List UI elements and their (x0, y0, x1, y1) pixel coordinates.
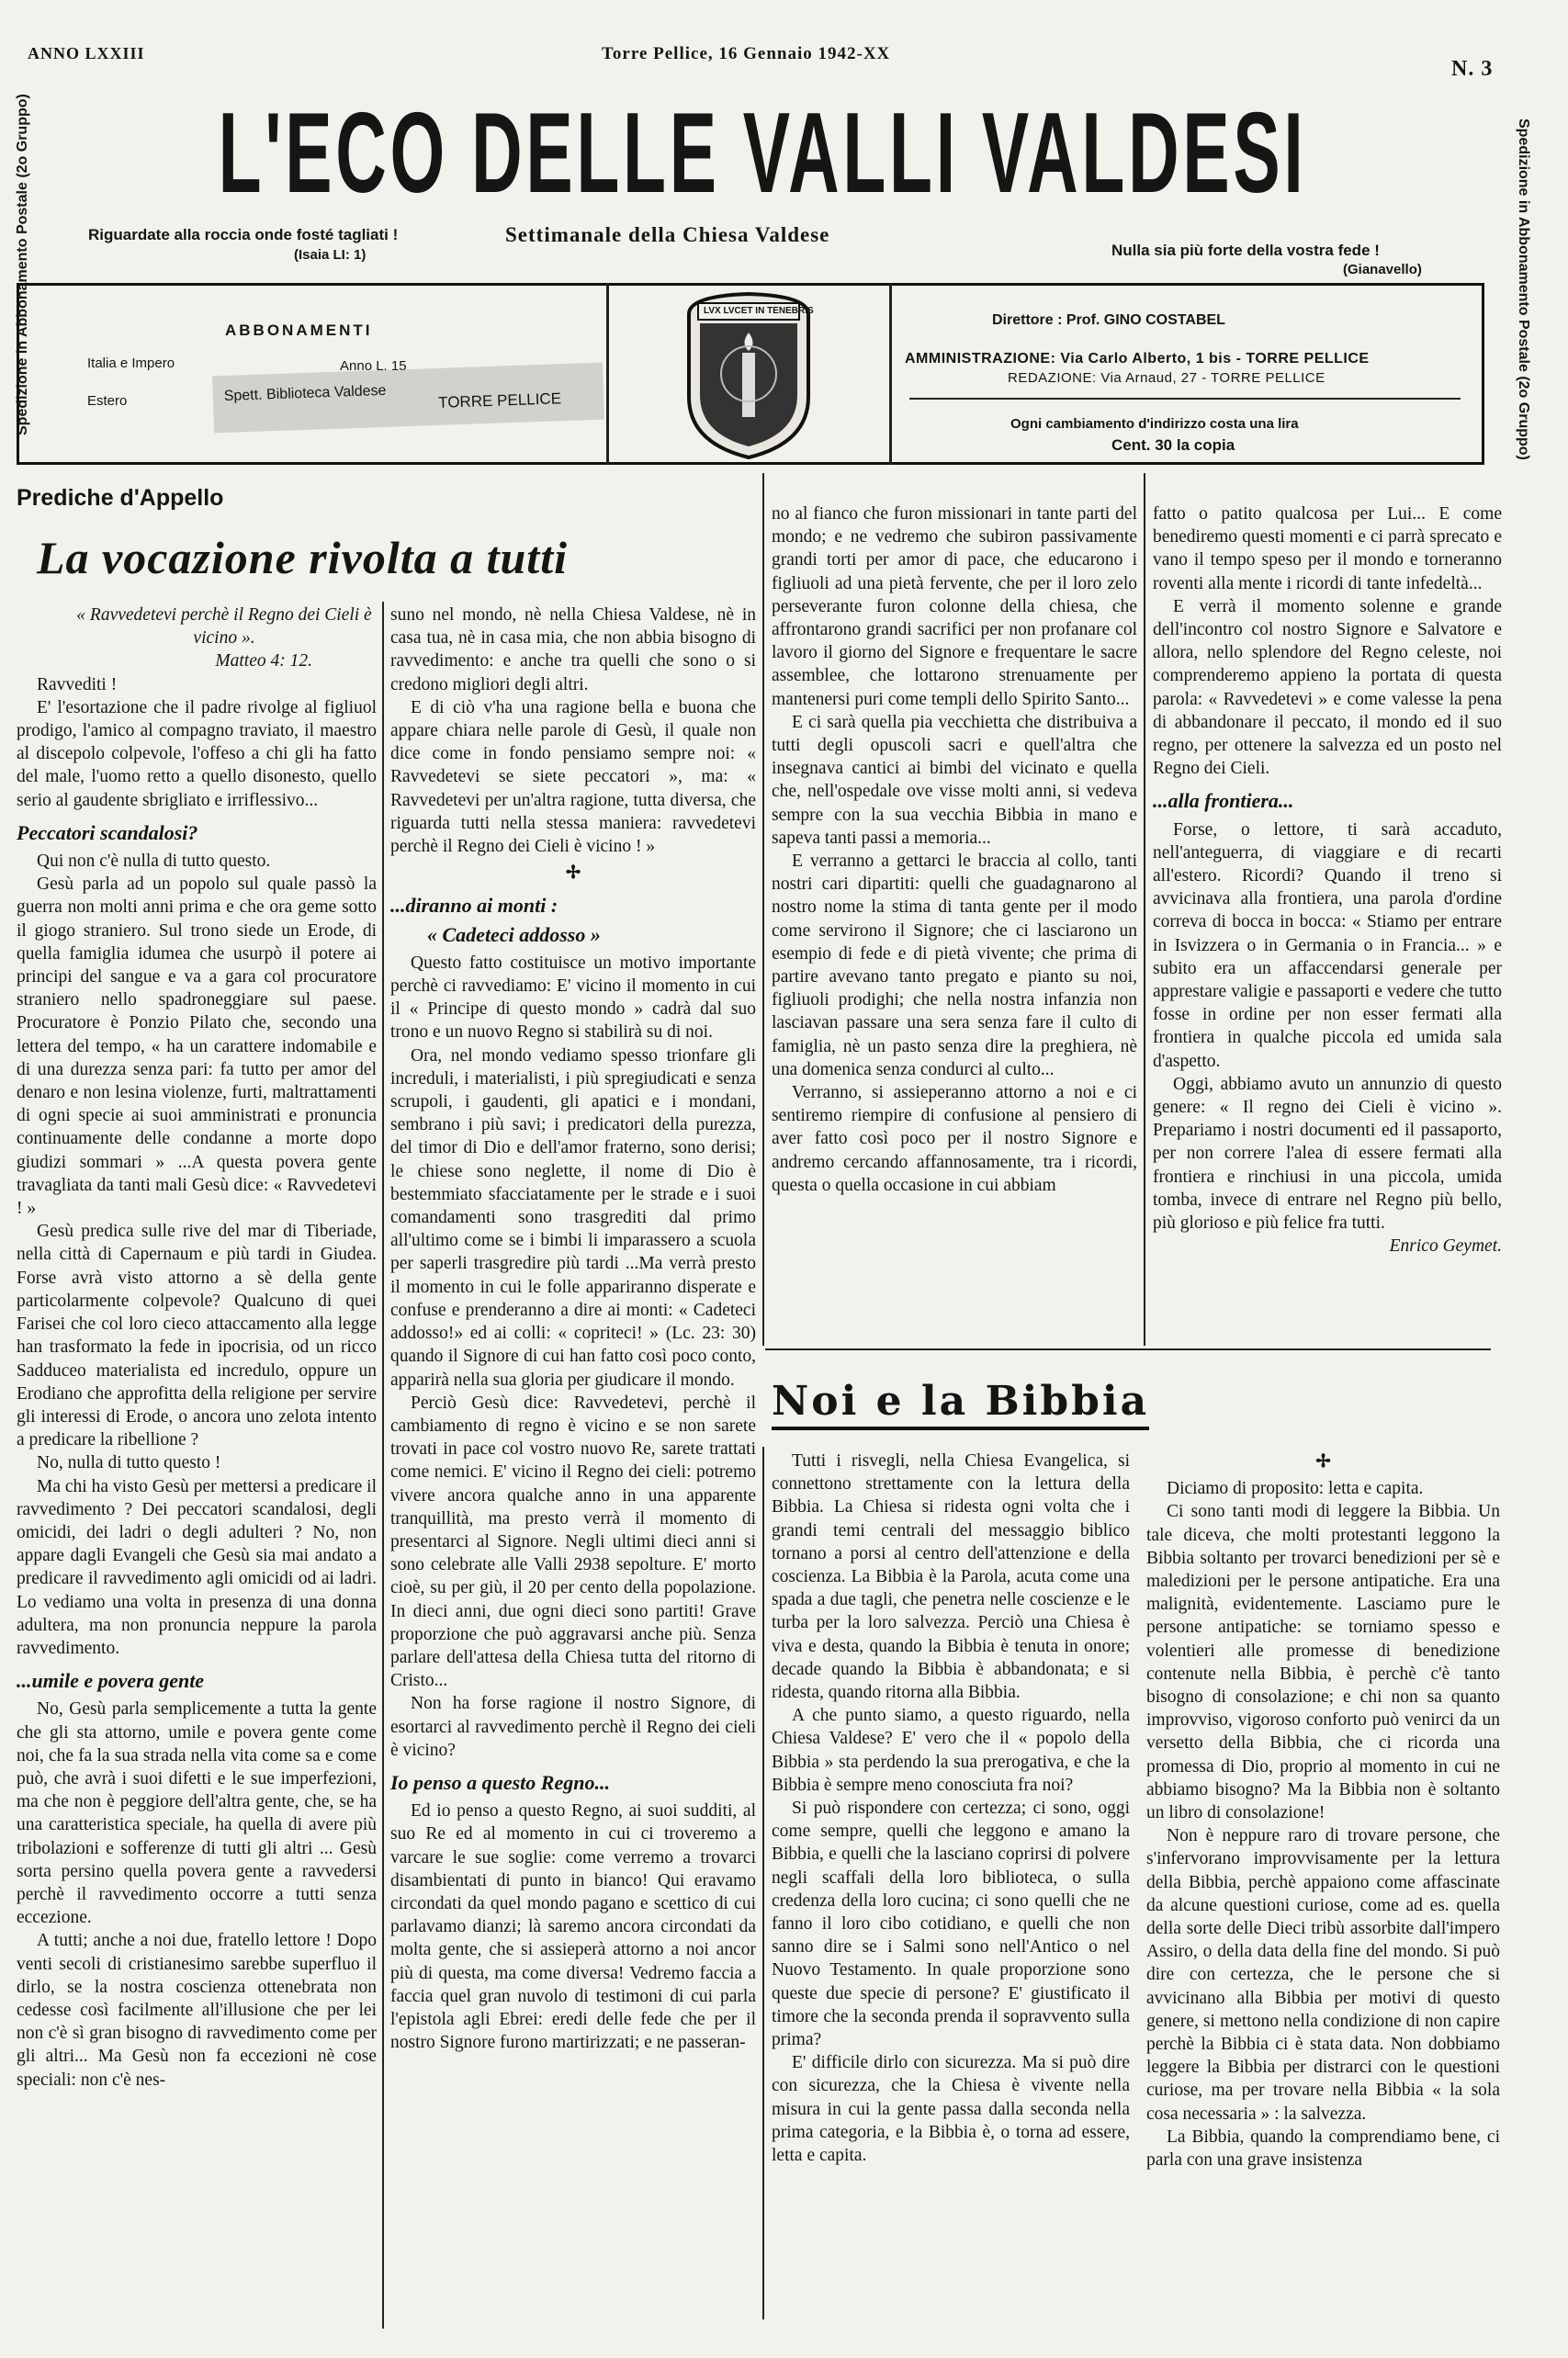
paragraph: no al fianco che furon missionari in tante parti del mondo; e ne vedremo che subiron passivamente grandi torti per amor di pace, che educarono i figliuoli ad una pietà fervente, che per il loro zelo perseverante furon colonne della chiesa, che affrontarono grandi sacrifici per non profanare col lavoro il giorno del Signore e frequentare le sacre assemblee, che lottarono strenuamente per mantenersi puri come templi dello Spirito Santo... (772, 504, 1137, 709)
paragraph: E verrà il momento solenne e grande dell'incontro col nostro Signore e Salvatore e allora, nello splendore del Regno celeste, noi comprenderemo appieno la portata di questa parola: « Ravvedetevi » e come valesse la pena di abbandonare il peccato, il mondo ed il suo regno, per ottenere la salvezza ed un posto nel Regno dei Cieli. (1153, 596, 1502, 779)
editor-line: Direttore : Prof. GINO COSTABEL (992, 312, 1225, 328)
paragraph: Verranno, si assieperanno attorno a noi e ci sentiremo riempire di confusione al pensiero di aver fatto così poco per il nostro Signore e andremo cercando affannosamente, tra i ricordi, questa o quella occasione in cui abbiam (772, 1083, 1137, 1195)
subscription-foreign: Estero (87, 393, 128, 409)
author-signature: Enrico Geymet. (1389, 1236, 1502, 1257)
newspaper-title: L'ECO DELLE VALLI VALDESI (218, 90, 1307, 217)
paragraph: A che punto siamo, a questo riguardo, nella Chiesa Valdese? E' vero che il « popolo della Bibbia » sta perdendo la sua prerogativa, e che la Bibbia è sempre meno conosciuta fra noi? (772, 1706, 1130, 1795)
paragraph: Oggi, abbiamo avuto un annunzio di questo genere: « Il regno dei Cieli è vicino ». Prepariamo i nostri documenti ed il passaporto, per non correre l'alea di essere fermati alla frontiera e rinchiusi in una piccola, umida tomba, invece di entrare nel Regno più bello, più glorioso e più felice fra tutti. (1153, 1074, 1502, 1234)
paragraph: Ci sono tanti modi di leggere la Bibbia. Un tale diceva, che molti protestanti leggono la Bibbia soltanto per trovarci benedizioni per sè e maledizioni per le persone antipatiche. Era una malignità, evidentemente. Lasciamo pure le persone antipatiche: se torniamo spesso e volentieri alle promesse di benedizione contenute nella Bibbia, è perchè c'è tanto bisogno di consolazione; e chi non sa quanto improvviso, vigoroso conforto può venirci da un versetto della Bibbia, che ci ricorda una promessa di Dio, proprio al momento in cui ne abbiamo bisogno? Ma la Bibbia non è soltanto un libro di consolazione! (1146, 1502, 1500, 1823)
paragraph: Qui non c'è nulla di tutto questo. (37, 852, 271, 872)
subheading: ...diranno ai monti : (390, 894, 558, 918)
volume-label: ANNO LXXIII (28, 44, 145, 62)
article1-column1 (17, 604, 377, 2326)
paragraph: Diciamo di proposito: letta e capita. (1167, 1479, 1424, 1499)
article-kicker: Prediche d'Appello (17, 485, 224, 511)
paragraph: E di ciò v'ha una ragione bella e buona che appare chiara nelle parole di Gesù, il quale non dice come in fondo pensiamo sempre noi: « Ravvedetevi se siete peccatori », ma: « Ravvedetevi per un'altra ragione, tutta diversa, che riguarda tutti nella stessa maniera: ravvedetevi perchè il Regno dei Cieli è vicino ! » (390, 697, 756, 857)
paragraph: Ma chi ha visto Gesù per mettersi a predicare il ravvedimento ? Dei peccatori scandalosi, degli omicidi, dei ladri o degli adulteri ? No, non appare dagli Evangeli che Gesù sia mai andato a predicare il ravvedimento agli omicidi od ai ladri. Lo vediamo una volta in presenza di una donna adultera, ma non pronuncia neppure la parola ravvedimento. (17, 1476, 377, 1658)
paragraph: Ed io penso a questo Regno, ai suoi sudditi, al suo Re ed al momento in cui ci troveremo a varcare le sue soglie: come verremo a trovarci disambientati di punto in bianco! Qui eravamo circondati da quel mondo pagano e scettico di cui parlavamo dianzi; là saremo ancora circondati da molta gente, che si assieperà attorno a noi ancor più di questa, ma come diversa! Vedremo faccia a faccia quel gran nuvolo di testimoni di cui parla l'epistola agli Ebrei: eredi delle fede che per il nostro Signore furono martirizzati; e ne passeran- (390, 1801, 756, 2053)
column-rule-3-4 (1144, 473, 1145, 1346)
motto-right: Nulla sia più forte della vostra fede ! (1111, 242, 1380, 259)
paragraph: A tutti; anche a noi due, fratello lettore ! Dopo venti secoli di cristianesimo sarebbe superfluo il dirlo, se la nostra coscienza ottenebrata non cedesse così facilmente all'illusione che per lei non c'è sì gran bisogno di ravvedimento come per gli altri... Ma Gesù non fa eccezioni nè cose speciali: non c'è nes- (17, 1931, 377, 2090)
paragraph: Forse, o lettore, ti sarà accaduto, nell'anteguerra, di viaggiare e di recarti all'estero. Ricordi? Quando il treno si avvicinava alla frontiera, una parola d'ordine correva di bocca in bocca: « Stiamo per entrare in Isvizzera o in Germania o in Francia... » e subito era un affaccendarsi generale per apprestare valigie e passaporti e vedere che tutto fosse in ordine per non esser fermati alla frontiera in qualche piccola ed umida sala d'aspetto. (1153, 819, 1502, 1071)
address-line1: Spett. Biblioteca Valdese (223, 382, 387, 404)
subscription-italy: Italia e Impero (87, 355, 175, 371)
epigraph: « Ravvedetevi perchè il Regno dei Cieli è vicino ». (76, 605, 372, 649)
paragraph: E ci sarà quella pia vecchietta che distribuiva a tutti degli opuscoli sacri e quell'altra che insegnava cantici ai bimbi del vicinato e quella che, nell'ospedale ove visse molti anni, si vedeva sempre con la sua vecchia Bibbia in mano e sapeva tanti passi a memoria... (772, 712, 1137, 848)
motto-right-ref: (Gianavello) (1343, 262, 1422, 277)
address-change-note: Ogni cambiamento d'indirizzo costa una lira (1010, 416, 1299, 432)
paragraph: E' l'esortazione che il padre rivolge al figliuol prodigo, l'amico al compagno traviato, il maestro al discepolo colpevole, l'offeso a chi gli ha fatto del male, l'uomo retto a quello disonesto, quello serio al gaudente sbrigliato e irriflessivo... (17, 697, 377, 810)
paragraph: E verranno a gettarci le braccia al collo, tanti nostri cari dipartiti: quelli che guadagnarono al nostro nome la stima di tanta gente per il modo come servirono il Signore; che ci lasciarono un esempio di fede e di pietà vivente; che prima di partire avevano tanto pregato e pianto su noi, figliuoli prodighi; che nella nostra infanzia non lasciavan passare una sera senza fare il culto di famiglia, nè un pasto senza dire la preghiera, nè una domenica senza condurci al culto... (772, 852, 1137, 1079)
article2-title: Noi e la Bibbia (772, 1378, 1149, 1430)
cross-ornament-icon: ✢ (1315, 1452, 1331, 1472)
paragraph: Non è neppure raro di trovare persone, che s'infervorano improvvisamente per la lettura della Bibbia, perchè appaiono come affascinate da alcune questioni curiose, come ad es. quella della sorte delle Dieci tribù assorbite dall'impero Assiro, o della data della fine del mondo. Si può dire con certezza, che le persone che si avvicinano alla Bibbia per motivi di questo genere, si mettono nella condizione di non capire perchè la Bibbia ci è stata data. Non dobbiamo leggere la Bibbia per distrarci con le questioni curiose, ma per trovare nella Bibbia « la sola cosa necessaria » : la salvezza. (1146, 1826, 1500, 2124)
article1-column2 (390, 604, 756, 2326)
subheading: « Cadeteci addosso » (427, 922, 601, 946)
paragraph: La Bibbia, quando la comprendiamo bene, ci parla con una grave insistenza (1146, 2127, 1500, 2171)
subscription-price: Anno L. 15 (340, 358, 407, 374)
waldensian-emblem (671, 287, 827, 463)
paragraph: Ravvediti ! (37, 674, 118, 694)
article1-column4 (1153, 502, 1502, 1343)
administration-address: AMMINISTRAZIONE: Via Carlo Alberto, 1 bis - TORRE PELLICE (905, 351, 1370, 367)
motto-left-ref: (Isaia LI: 1) (294, 247, 367, 263)
paragraph: E' difficile dirlo con sicurezza. Ma si può dire con sicurezza, che la Chiesa è vivente nella misura in cui la gente passa dalla seconda nella prima categoria, e la Bibbia è, o torna ad essere, letta e capita. (772, 2053, 1130, 2166)
issue-number: N. 3 (1451, 57, 1494, 81)
column-rule-1-2 (382, 602, 384, 2329)
paragraph: Tutti i risvegli, nella Chiesa Evangelica, si connettono strettamente con la lettura della Bibbia. La Chiesa si ridesta ogni volta che i grandi temi centrali del messaggio biblico tornano a porsi al centro dell'attenzione e della coscienza. La Bibbia è la Parola, acuta come una spada a due tagli, che penetra nelle coscienze e le turba per la loro salvezza. Perciò una Chiesa è viva e desta, quando la Bibbia è tenuta in onore; decade quando la Bibbia è abbandonata; e si ridesta, quando ritorna alla Bibbia. (772, 1451, 1130, 1703)
column-rule-3-4b (762, 1447, 764, 2319)
paragraph: Questo fatto costituisce un motivo importante perchè ci ravvediamo: E' vicino il momento in cui il « Principe di questo mondo » cadrà dal suo trono e un nuovo Regno si stabilirà su di noi. (390, 953, 756, 1043)
article1-column3 (772, 502, 1137, 1343)
postal-side-right: Spedizione in Abbonamento Postale (2o Gruppo) (1516, 118, 1531, 460)
article2-column3 (772, 1450, 1130, 2331)
column-rule-2-3 (762, 473, 764, 1346)
paragraph: Non ha forse ragione il nostro Signore, di esortarci al ravvedimento perchè il Regno dei cieli è vicino? (390, 1694, 756, 1760)
motto-left: Riguardate alla roccia onde fosté tagliati ! (88, 226, 399, 243)
dateline: Torre Pellice, 16 Gennaio 1942-XX (602, 44, 891, 63)
paragraph: No, Gesù parla semplicemente a tutta la gente che gli sta attorno, umile e povera gente come noi, che fa la sua strada nella vita come sa e come può, che avrà i suoi difetti e le sue imperfezioni, ma che non è peggiore dell'altra gente, che, se ha una caratteristica speciale, ha quella di avere più tribolazioni e sofferenze di tutti gli altri ... Gesù sorta persino quella povera gente a ravvedersi perchè il ravvedimento occorre a tutti senza eccezione. (17, 1699, 377, 1928)
emblem-motto: LVX LVCET IN TENEBRIS (704, 306, 814, 316)
paragraph: Perciò Gesù dice: Ravvedetevi, perchè il cambiamento di regno è vicino e se non sarete trovati in pace col vostro nuovo Re, sarete trattati come nemici. E' vicino il Regno dei cieli: potremo vivere ancora qualche anno in una apparente tranquillità, ma presto verrà il momento di presentarci al Signore. Negli ultimi dieci anni si sono celebrate alle Valli 2938 sepolture. E' morto cioè, su per giù, il 20 per cento della popolazione. In dieci anni, due ogni dieci sono partiti! Grave proporzione che può aggravarsi anche più. Senza parlare dell'attesa della Chiesa tutta del ritorno di Cristo... (390, 1393, 756, 1691)
address-line2: TORRE PELLICE (437, 389, 562, 412)
postal-side-left: Spedizione in Abbonamento Postale (2o Gruppo) (15, 94, 30, 435)
article2-column4 (1146, 1447, 1500, 2333)
article-title: La vocazione rivolta a tutti (37, 532, 568, 583)
editorial-address: REDAZIONE: Via Arnaud, 27 - TORRE PELLICE (1008, 370, 1325, 386)
paragraph: No, nulla di tutto questo ! (37, 1453, 221, 1473)
subheading: ...alla frontiera... (1153, 789, 1294, 813)
cross-ornament-icon: ✢ (565, 863, 581, 884)
paragraph: fatto o patito qualcosa per Lui... E come benediremo questi momenti e ci parrà sprecato e vano il tempo speso per il mondo e torneranno roventi alla mente i ricordi di tante infedeltà... (1153, 504, 1502, 593)
paragraph: Ora, nel mondo vediamo spesso trionfare gli increduli, i materialisti, i più spregiudicati e senza scrupoli, i gaudenti, gli apatici e i mondani, sembrano i più savi; i predicatori della purezza, del timor di Dio e dell'amor fraterno, sono derisi; le chiese sono neglette, il nome di Dio è bestemmiato sfacciatamente per le strade e i suoi comandamenti sono trasgrediti dal primo all'ultimo come se i bimbi li imparassero a scuola per saperli trasgredire più tardi ...Ma verrà presto il momento in cui le folle appariranno disperate e confuse e prenderanno a dire ai monti: « Cadeteci addosso!» ed ai colli: « copriteci! » (Lc. 23: 30) quando il Signore di cui han fatto così poco conto, apparirà nella sua gloria per giudicare il mondo. (390, 1045, 756, 1390)
info-rule (909, 398, 1461, 400)
subscriptions-heading: ABBONAMENTI (225, 322, 373, 339)
subheading: ...umile e povera gente (17, 1669, 205, 1693)
subtitle: Settimanale della Chiesa Valdese (505, 223, 830, 246)
article-separator (765, 1348, 1491, 1350)
copy-price: Cent. 30 la copia (1111, 436, 1235, 454)
subheading: Peccatori scandalosi? (17, 820, 198, 844)
paragraph: suno nel mondo, nè nella Chiesa Valdese, nè in casa tua, nè in casa mia, che non abbia bisogno di ravvedimento: e anche tra quelli che sono o si credono migliori degli altri. (390, 605, 756, 694)
subheading: Io penso a questo Regno... (390, 1770, 610, 1794)
info-divider-right (889, 283, 892, 465)
paragraph: Si può rispondere con certezza; ci sono, oggi come sempre, quelli che leggono e amano la Bibbia, e quelli che la lasciano coprirsi di polvere negli scaffali della loro biblioteca, o sulla credenza della loro cucina; ci sono quelli che ne fanno il loro cibo cotidiano, e quelli che non sanno dire se i Salmi sono nell'Antico o nel Nuovo Testamento. In quale proporzione sono queste due specie di persone? E' giustificato il timore che la seconda prenda il sopravvento sulla prima? (772, 1799, 1130, 2050)
epigraph-ref: Matteo 4: 12. (215, 651, 312, 671)
info-divider-left (606, 283, 609, 465)
paragraph: Gesù predica sulle rive del mar di Tiberiade, nella città di Capernaum e più tardi in Giudea. Forse avrà visto attorno a sè della gente particolarmente colpevole? Qualcuno di quei Farisei che col loro cieco attaccamento alla legge han trasformato la fede in ipocrisia, od un ricco Sadduceo materialista ed incredulo, oppure un Erodiano che approfitta della religione per servire gli interessi di Erode, o ancora uno zelota intento a predicare la ribellione ? (17, 1222, 377, 1450)
paragraph: Gesù parla ad un popolo sul quale passò la guerra non molti anni prima e che ora geme sotto il giogo straniero. Sul trono siede un Erode, di quella famiglia idumea che usurpò il potere ai principi del sangue e va a gara col procuratore straniero nello spadroneggiare sul paese. Procuratore è Ponzio Pilato che, secondo una lettera del tempo, « ha un carattere indomabile e di una durezza senza pari: fa tutto per amor del denaro e non lesina violenze, furti, maltrattamenti di ogni specie ai suoi amministrati e pronuncia continuamente delle condanne a morte dopo giudizi sommari » ...A questa povera gente travagliata da tanti mali Gesù dice: « Ravvedetevi ! » (17, 874, 377, 1219)
